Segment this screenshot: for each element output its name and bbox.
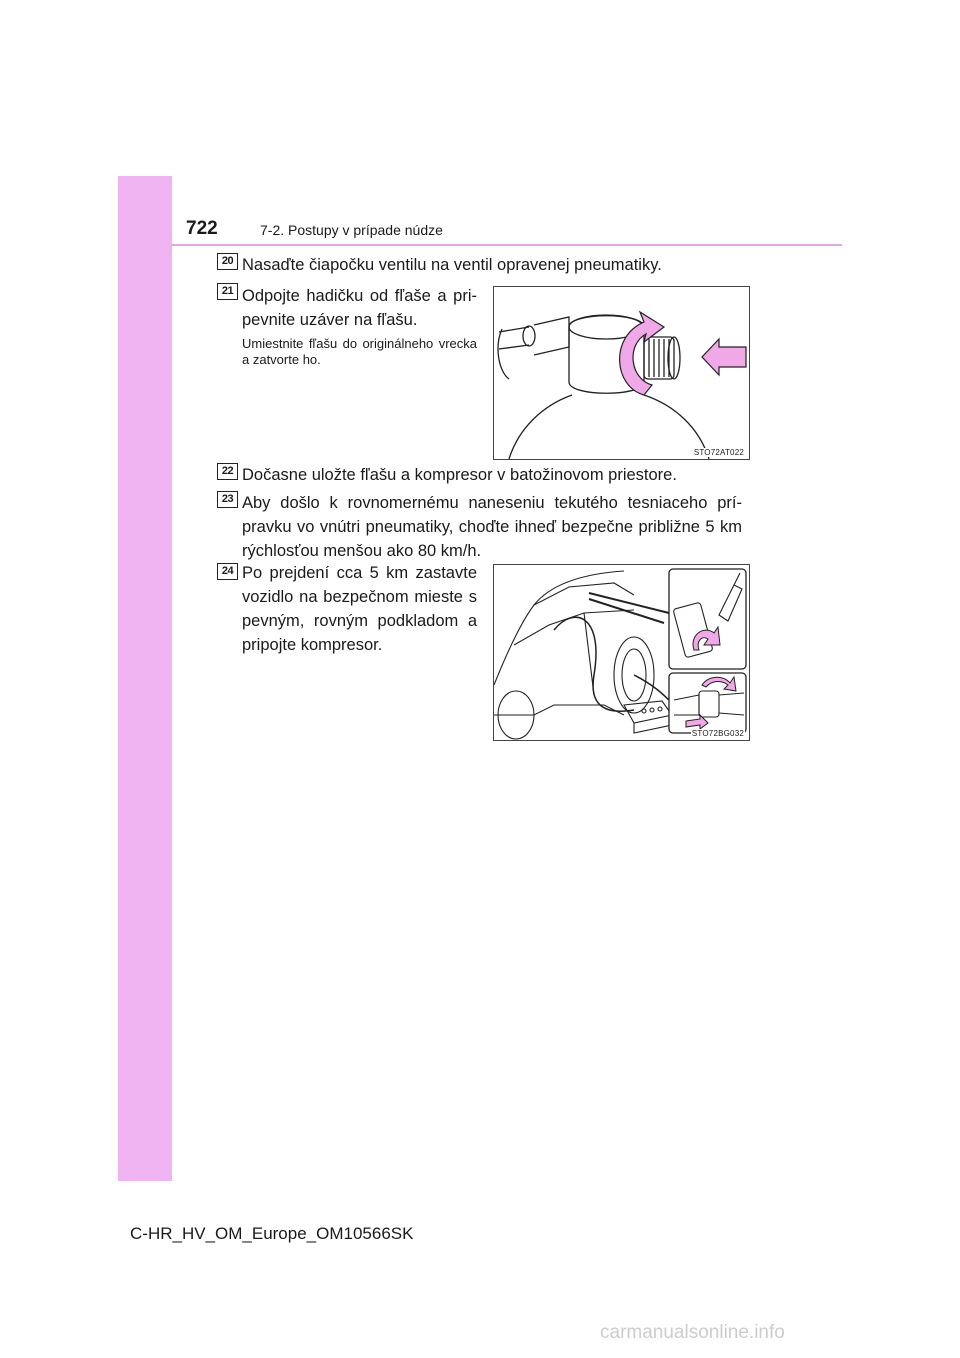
step-number-22: 22 [217, 463, 238, 480]
car-compressor-illustration [494, 565, 749, 740]
step-number-24: 24 [217, 563, 238, 580]
step-text-24: Po prejdení cca 5 km zastavte vozidlo na bezpečnom mieste s pevným, rovným podkladom a pripojte kompresor. [242, 564, 477, 654]
watermark: carmanualsonline.info [600, 1322, 785, 1343]
section-title: 7-2. Postupy v prípade núdze [260, 222, 443, 238]
step-text-20: Nasaďte čiapočku ventilu na ventil opravenej pneumatiky. [242, 256, 662, 274]
step-note-21: Umiestnite fľašu do originálneho vrecka a zatvorte ho. [242, 336, 477, 367]
figure-connect-compressor [493, 564, 750, 741]
figure-code: STO72BG032 [691, 729, 744, 738]
step-number-21: 21 [217, 283, 238, 300]
chapter-tab [118, 176, 172, 1181]
page-number: 722 [186, 218, 218, 239]
header-rule [172, 244, 842, 246]
step-text-22: Dočasne uložte fľašu a kompresor v batožinovom priestore. [242, 466, 677, 484]
rotate-arrow-icon [620, 312, 664, 395]
figure-code: STO72AT022 [693, 448, 744, 457]
push-arrow-icon [702, 339, 746, 375]
figure-bottle-cap [493, 286, 750, 460]
step-number-23: 23 [217, 491, 238, 508]
bottle-cap-illustration [494, 287, 749, 459]
step-number-20: 20 [217, 253, 238, 270]
step-text-23: Aby došlo k rovnomernému naneseniu tekutého tesniaceho prí-pravku vo vnútri pneumatiky, choďte ihneď bezpečne približne 5 km rýchlosťou menšou ako 80 km/h. [242, 494, 742, 560]
step-text-21: Odpojte hadičku od fľaše a pri-pevnite uzáver na fľašu. [242, 287, 477, 329]
document-footer: C-HR_HV_OM_Europe_OM10566SK [130, 1224, 414, 1243]
